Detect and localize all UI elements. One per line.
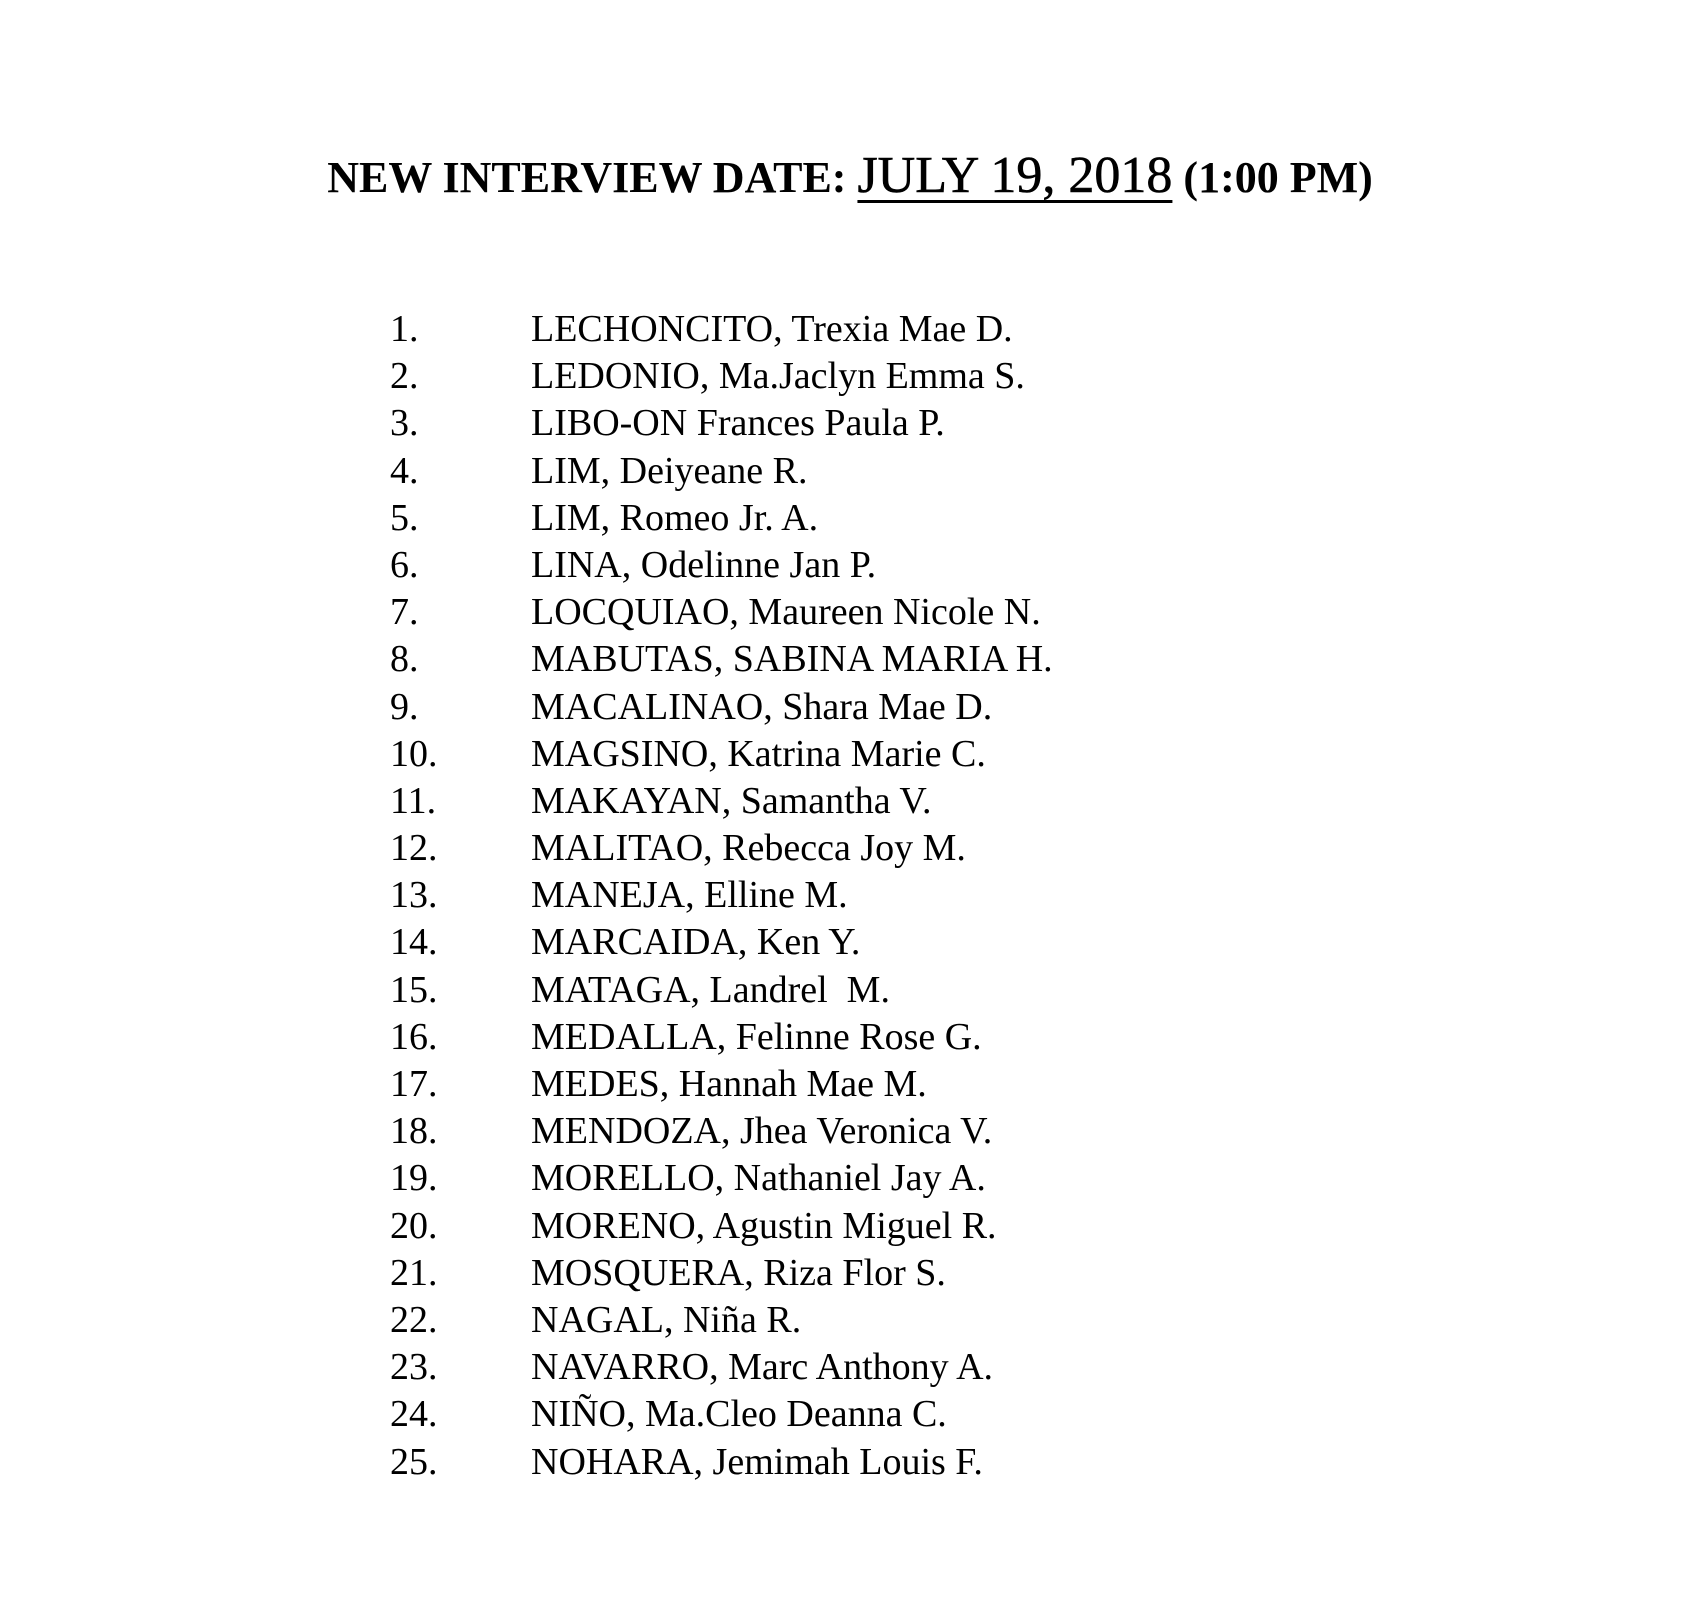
- list-item: [390, 448, 1053, 495]
- interview-time: (1:00 PM): [1172, 153, 1373, 202]
- list-item: [390, 589, 1053, 636]
- item-number: 7.: [390, 591, 419, 634]
- list-item: [390, 825, 1053, 872]
- applicant-name: NIÑO, Ma.Cleo Deanna C.: [531, 1393, 947, 1436]
- list-item: [390, 731, 1053, 778]
- applicant-name: MAGSINO, Katrina Marie C.: [531, 732, 986, 775]
- item-number: 2.: [390, 355, 419, 398]
- item-number: 16.: [390, 1015, 438, 1058]
- applicant-name: LIM, Deiyeane R.: [531, 449, 808, 492]
- list-item: [390, 1391, 1053, 1438]
- item-number: 1.: [390, 308, 419, 350]
- applicant-name: MARCAIDA, Ken Y.: [531, 921, 861, 964]
- applicant-name: LECHONCITO, Trexia Mae D.: [531, 308, 1013, 350]
- list-item: [390, 967, 1053, 1014]
- applicant-name: MORELLO, Nathaniel Jay A.: [531, 1157, 986, 1200]
- applicant-name: MEDALLA, Felinne Rose G.: [531, 1015, 982, 1058]
- list-item: [390, 1297, 1053, 1344]
- applicant-name: NAVARRO, Marc Anthony A.: [531, 1346, 994, 1389]
- applicant-name: LOCQUIAO, Maureen Nicole N.: [531, 591, 1041, 634]
- list-item: [390, 542, 1053, 589]
- page-title: [0, 147, 1700, 204]
- list-item: [390, 778, 1053, 825]
- applicant-name: MATAGA, Landrel M.: [531, 968, 890, 1011]
- list-item: [390, 919, 1053, 966]
- applicant-name: LINA, Odelinne Jan P.: [531, 543, 877, 586]
- item-number: 11.: [390, 779, 437, 822]
- item-number: 18.: [390, 1110, 438, 1153]
- list-item: [390, 1439, 1053, 1486]
- item-number: 24.: [390, 1393, 438, 1436]
- title-prefix: NEW INTERVIEW DATE:: [327, 153, 858, 202]
- list-item: [390, 636, 1053, 683]
- applicant-name: MAKAYAN, Samantha V.: [531, 779, 932, 822]
- item-number: 14.: [390, 921, 438, 964]
- list-item: [390, 353, 1053, 400]
- interview-date: JULY 19, 2018: [857, 147, 1173, 204]
- item-number: 13.: [390, 874, 438, 917]
- item-number: 21.: [390, 1251, 438, 1294]
- item-number: 5.: [390, 496, 419, 539]
- item-number: 22.: [390, 1298, 438, 1341]
- applicant-name: MOSQUERA, Riza Flor S.: [531, 1251, 946, 1294]
- list-item: [390, 872, 1053, 919]
- list-item: [390, 1014, 1053, 1061]
- list-item: [390, 1061, 1053, 1108]
- applicant-name: MORENO, Agustin Miguel R.: [531, 1204, 997, 1247]
- item-number: 23.: [390, 1346, 438, 1389]
- list-item: [390, 1250, 1053, 1297]
- applicant-name: LIBO-ON Frances Paula P.: [531, 402, 945, 445]
- item-number: 10.: [390, 732, 438, 775]
- applicant-name: NAGAL, Niña R.: [531, 1298, 802, 1341]
- applicant-name: LIM, Romeo Jr. A.: [531, 496, 819, 539]
- item-number: 3.: [390, 402, 419, 445]
- item-number: 12.: [390, 827, 438, 870]
- list-item: [390, 1108, 1053, 1155]
- list-item: [390, 1344, 1053, 1391]
- item-number: 9.: [390, 685, 419, 728]
- applicant-name: MABUTAS, SABINA MARIA H.: [531, 638, 1053, 681]
- applicant-name: MALITAO, Rebecca Joy M.: [531, 827, 966, 870]
- applicant-list: [390, 306, 1053, 1486]
- item-number: 6.: [390, 543, 419, 586]
- list-item: [390, 400, 1053, 447]
- applicant-name: MEDES, Hannah Mae M.: [531, 1063, 927, 1105]
- applicant-name: MACALINAO, Shara Mae D.: [531, 685, 993, 728]
- applicant-name: NOHARA, Jemimah Louis F.: [531, 1440, 983, 1483]
- item-number: 4.: [390, 449, 419, 492]
- item-number: 25.: [390, 1440, 438, 1483]
- list-item: [390, 495, 1053, 542]
- list-item: [390, 306, 1053, 353]
- list-item: [390, 1203, 1053, 1250]
- item-number: 8.: [390, 638, 419, 681]
- applicant-name: MENDOZA, Jhea Veronica V.: [531, 1110, 993, 1153]
- item-number: 15.: [390, 968, 438, 1011]
- list-item: [390, 1155, 1053, 1202]
- item-number: 19.: [390, 1157, 438, 1200]
- applicant-name: LEDONIO, Ma.Jaclyn Emma S.: [531, 355, 1025, 398]
- applicant-name: MANEJA, Elline M.: [531, 874, 848, 917]
- item-number: 20.: [390, 1204, 438, 1247]
- list-item: [390, 684, 1053, 731]
- item-number: 17.: [390, 1063, 438, 1105]
